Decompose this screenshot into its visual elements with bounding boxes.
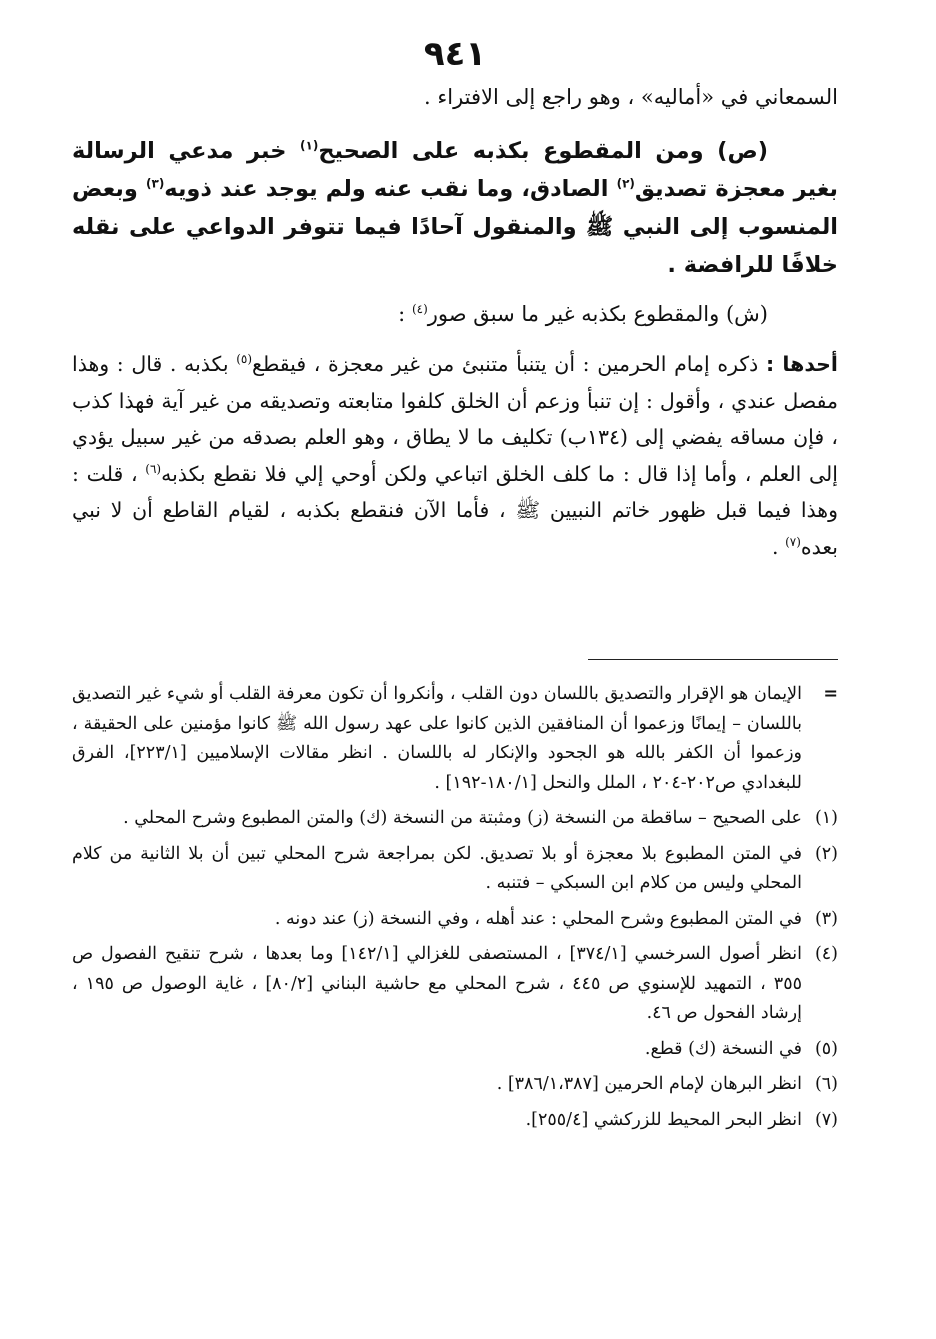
matn-label: (ص) [717,138,768,164]
footnote-mark: (٧) [814,1109,838,1130]
body-text-3: ، قلت : وهذا فيما قبل ظهور خاتم النبيين ﷺ ، فأما الآن فنقطع بكذبه ، لقيام القاطع أن لا نبي بعده [72,461,838,559]
footnote-text: انظر أصول السرخسي [٣٧٤/١] ، المستصفى للغزالي [١٤٢/١] وما بعدها ، شرح تنقيح الفصول ص ٣٥٥ ، التمهيد للإسنوي ص ٤٤٥ ، شرح المحلي مع حاشية البناني [٨٠/٢] ، غاية الوصول ص ١٩٥ ، إرشاد الفحول ص ٤٦. [72,944,802,1023]
page-number: ٩٤١ [423,34,487,74]
body-text-4: . [772,534,779,559]
footnotes-section [72,680,838,1141]
footnote-divider [588,659,838,660]
matn-text-3: الصادق، وما نقب عنه ولم يوجد عند ذويه [164,176,609,202]
footnote-2 [72,840,838,899]
sharh-intro [72,296,838,332]
page [72,30,838,1130]
footnote-continuation [72,680,838,798]
footnote-ref-1: (١) [300,138,319,153]
footnote-text: في المتن المطبوع وشرح المحلي : عند أهله ، وفي النسخة (ز) عند دونه . [274,908,802,929]
sharh-intro-end: : [398,302,406,326]
matn-text-2: خبر مدعي الرسالة بغير معجزة تصديق [72,138,838,202]
body-text-2: بكذبه . قال : وهذا مفصل عندي ، وأقول : إن تنبأ وزعم أن الخلق كلفوا متابعته وتصديقه من غير آية فهذا كذب ، فإن مساقه يفضي إلى (١٣٤ب) تكليف ما لا يطاق ، وهو العلم بصدقه من غير سبيل يؤدي إلى العلم ، وأما إذا قال : ما كلف الخلق اتباعي ولكن أوحي إلي فلا نقطع بكذبه [72,352,838,486]
footnote-ref-5: (٥) [236,352,253,367]
footnote-ref-3: (٣) [146,176,165,191]
footnote-mark: (١) [814,808,838,828]
sharh-intro-text: والمقطوع بكذبه غير ما سبق صور [427,302,720,326]
footnote-mark: (٤) [814,944,838,964]
footnote-mark: = [823,684,838,704]
footnote-ref-6: (٦) [145,461,162,476]
body-paragraph [72,346,838,565]
footnote-text: انظر البحر المحيط للزركشي [٢٥٥/٤]. [525,1109,802,1130]
footnote-mark: (٣) [814,908,838,929]
footnote-5 [72,1035,838,1065]
footnote-1 [72,804,838,834]
footnote-3 [72,905,838,935]
footnote-text: الإيمان هو الإقرار والتصديق باللسان دون القلب ، وأنكروا أن تكون معرفة القلب أو شيء غير التصديق باللسان – إيمانًا وزعموا أن المنافقين الذين كانوا على عهد رسول الله ﷺ كانوا مؤمنين على الحقيقة ، وزعموا أن الكفر بالله هو الجحود والإنكار له باللسان . انظر مقالات الإسلاميين [٢٢٣/١]، الفرق للبغدادي ص٢٠٢-٢٠٤ ، الملل والنحل [١٨٠/١-١٩٢] . [72,684,802,793]
footnote-mark: (٢) [814,843,838,864]
footnote-mark: (٥) [814,1038,838,1059]
footnote-mark: (٦) [814,1074,838,1094]
body-lead-word: أحدها : [765,352,838,376]
footnote-text: على الصحيح – ساقطة من النسخة (ز) ومثبتة من النسخة (ك) والمتن المطبوع وشرح المحلي . [123,808,802,828]
footnote-text: انظر البرهان لإمام الحرمين [٣٨٦/١،٣٨٧] . [496,1074,802,1094]
footnote-text: في النسخة (ك) قطع. [644,1038,802,1059]
footnote-7 [72,1106,838,1136]
matn-text-4: وبعض المنسوب إلى النبي ﷺ والمنقول آحادًا فيما تتوفر الدواعي على نقله خلافًا للرافضة . [72,176,838,278]
footnote-text: في المتن المطبوع بلا معجزة أو بلا تصديق. لكن بمراجعة شرح المحلي تبين أن بلا الثانية من كلام المحلي وليس من كلام ابن السبكي – فتنبه . [72,843,802,893]
body-text-1: ذكره إمام الحرمين : أن يتنبأ متنبئ من غير معجزة ، فيقطع [252,352,759,376]
footnote-6 [72,1070,838,1100]
matn-text-1: ومن المقطوع بكذبه على الصحيح [318,138,704,164]
footnote-ref-4: (٤) [411,302,428,316]
footnote-ref-2: (٢) [616,176,635,191]
matn-paragraph [72,132,838,284]
footnote-4 [72,940,838,1029]
carry-over-line: السمعاني في «أماليه» ، وهو راجع إلى الافتراء . [424,85,838,109]
footnote-ref-7: (٧) [785,534,801,549]
sharh-label: (ش) [725,302,768,326]
